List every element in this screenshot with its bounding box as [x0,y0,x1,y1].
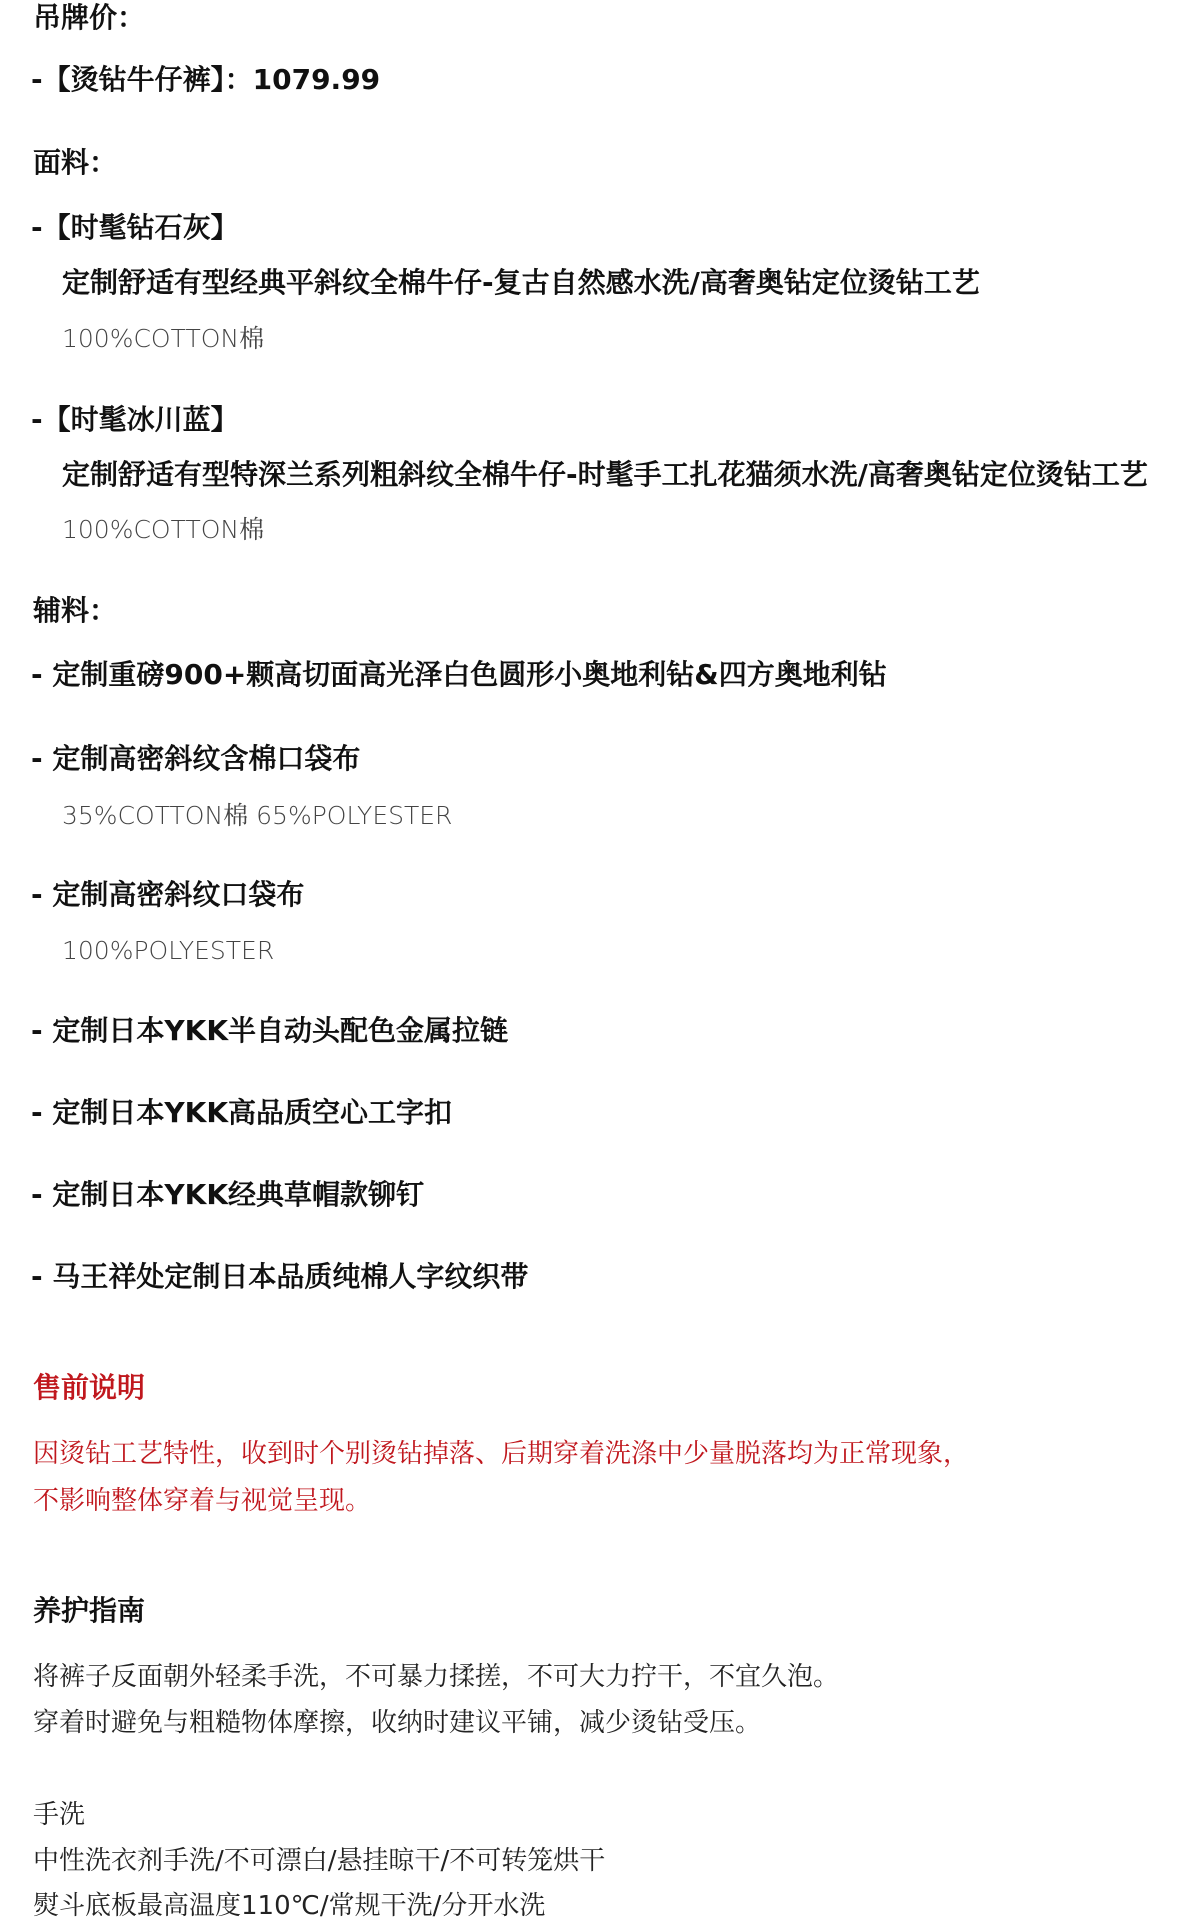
care-text-line: 将裤子反面朝外轻柔手洗，不可暴力揉搓，不可大力拧干，不宜久泡。 [33,1662,840,1692]
tag-price-item: -【烫钻牛仔裤】：1079.99 [31,63,381,96]
fabric-item-desc: 定制舒适有型特深兰系列粗斜纹全棉牛仔-时髦手工扎花猫须水洗/高奢奥钻定位烫钻工艺 [62,458,1148,491]
care-text-line: 穿着时避免与粗糙物体摩擦，收纳时建议平铺，减少烫钻受压。 [33,1708,762,1738]
wash-title: 手洗 [33,1800,86,1830]
presale-heading: 售前说明 [33,1371,146,1404]
fabric-item-name: -【时髦钻石灰】 [31,211,239,244]
accessory-item: - 定制高密斜纹含棉口袋布 [31,742,361,775]
fabric-item-composition: 100%COTTON棉 [62,515,265,544]
tag-price-heading: 吊牌价： [33,1,146,34]
accessory-item: - 定制高密斜纹口袋布 [31,878,305,911]
accessory-item: - 定制重磅900+颗高切面高光泽白色圆形小奥地利钻&四方奥地利钻 [31,658,887,691]
accessories-heading: 辅料： [33,594,118,627]
wash-instruction-line: 熨斗底板最高温度110℃/常规干洗/分开水洗 [33,1891,546,1921]
accessory-item: - 定制日本YKK经典草帽款铆钉 [31,1178,425,1211]
fabric-item-composition: 100%COTTON棉 [62,324,265,353]
presale-text-line: 因烫钻工艺特性，收到时个别烫钻掉落、后期穿着洗涤中少量脱落均为正常现象， [33,1439,970,1469]
accessory-item: - 定制日本YKK半自动头配色金属拉链 [31,1014,509,1047]
presale-text-line: 不影响整体穿着与视觉呈现。 [33,1486,372,1516]
fabric-item-desc: 定制舒适有型经典平斜纹全棉牛仔-复古自然感水洗/高奢奥钻定位烫钻工艺 [62,266,980,299]
fabric-heading: 面料： [33,146,118,179]
accessory-composition: 100%POLYESTER [62,936,275,965]
accessory-item: - 定制日本YKK高品质空心工字扣 [31,1096,453,1129]
accessory-composition: 35%COTTON棉 65%POLYESTER [62,801,453,830]
care-heading: 养护指南 [33,1594,146,1627]
fabric-item-name: -【时髦冰川蓝】 [31,403,239,436]
accessory-item: - 马王祥处定制日本品质纯棉人字纹织带 [31,1260,529,1293]
wash-instruction-line: 中性洗衣剂手洗/不可漂白/悬挂晾干/不可转笼烘干 [33,1846,606,1876]
